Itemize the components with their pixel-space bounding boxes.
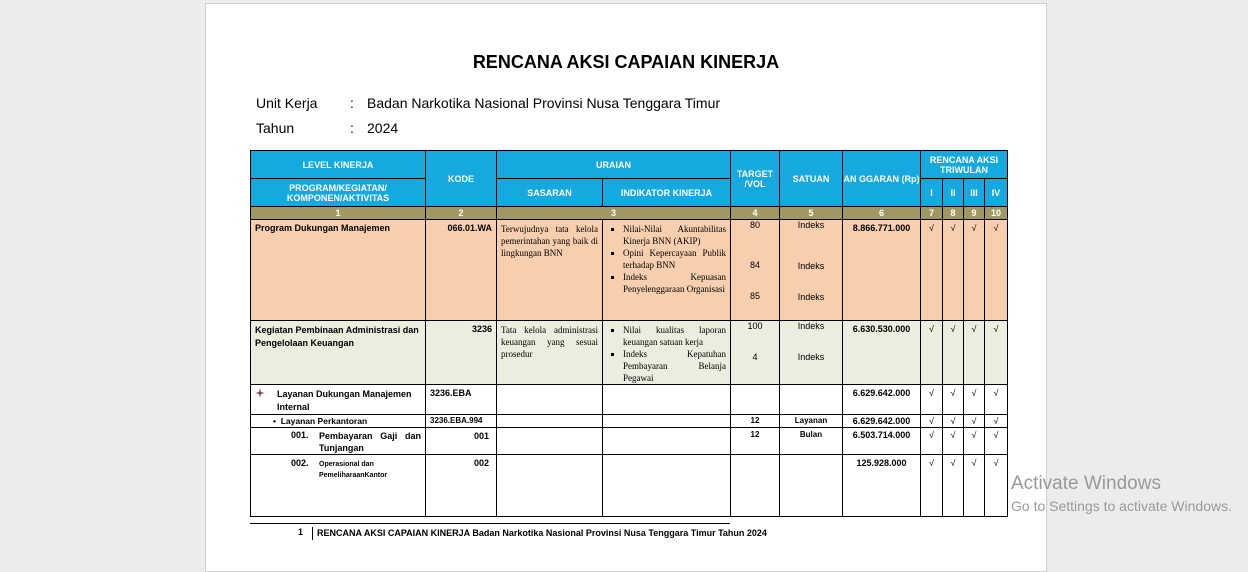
gaji-kode: 001 [426,428,497,455]
header-uraian: URAIAN [497,151,731,179]
layanan-internal-kode: 3236.EBA [426,385,497,415]
program-target [731,220,780,321]
header-kode: KODE [426,151,497,207]
gaji-name: Pembayaran Gaji dan Tunjangan [319,431,421,453]
check-mark: √ [985,455,1008,517]
tahun-colon: : [350,120,354,136]
check-mark: √ [921,428,943,455]
check-mark: √ [921,455,943,517]
header-q3: III [964,179,985,207]
check-mark: √ [985,385,1008,415]
header-sasaran: SASARAN [497,179,603,207]
check-mark: √ [964,321,985,385]
check-mark: √ [921,220,943,321]
column-number: 10 [985,207,1008,220]
kegiatan-sasaran: Tata kelola administrasi keuangan yang sesuai prosedur [497,321,603,385]
operasional-kode: 002 [426,455,497,517]
four-point-star-icon [255,388,265,398]
table-row-gaji [251,428,1008,455]
check-mark: √ [985,415,1008,428]
column-number: 6 [843,207,921,220]
program-anggaran: 8.866.771.000 [843,220,921,321]
perkantoran-target: 12 [731,415,780,428]
check-mark: √ [964,415,985,428]
operasional-name: Operasional dan PemeliharaanKantor [319,461,388,479]
satuan-value: Indeks [797,261,825,271]
target-value: 4 [752,352,758,362]
check-mark: √ [964,385,985,415]
indikator-item: ▪ Nilai-Nilai Akuntabilitas Kinerja BNN (AKIP) [623,223,726,247]
program-kode: 066.01.WA [426,220,497,321]
satuan-value: Indeks [797,321,825,331]
column-number: 5 [780,207,843,220]
table-row-operasional [251,455,1008,517]
unit-kerja-colon: : [350,95,354,111]
rencana-aksi-table [250,150,1008,517]
indikator-item: ▪ Indeks Kepatuhan Pembayaran Belanja Pegawai [623,348,726,384]
program-name: Program Dukungan Manajemen [251,220,426,321]
activate-windows-subtitle: Go to Settings to activate Windows. [1011,498,1232,514]
target-value: 100 [747,321,763,331]
program-satuan [780,220,843,321]
check-mark: √ [964,220,985,321]
page-footer [250,523,767,538]
perkantoran-cell [251,415,426,428]
satuan-value: Indeks [797,292,825,302]
header-target: TARGET /VOL [731,151,780,207]
table-row-kegiatan [251,321,1008,385]
check-mark: √ [921,321,943,385]
table-row-perkantoran [251,415,1008,428]
footer-page-number: 1 [298,527,304,537]
document-page [205,3,1047,572]
header-q1: I [921,179,943,207]
table-row-program [251,220,1008,321]
header-program: PROGRAM/KEGIATAN/ KOMPONEN/AKTIVITAS [251,179,426,207]
activate-windows-title: Activate Windows [1011,473,1161,494]
check-mark: √ [985,220,1008,321]
tahun-label: Tahun [256,120,295,136]
layanan-internal-name: Layanan Dukungan Manajemen Internal [277,389,412,412]
check-mark: √ [943,455,964,517]
unit-kerja-value: Badan Narkotika Nasional Provinsi Nusa Tenggara Timur [367,95,721,111]
tahun-value: 2024 [367,120,399,136]
footer-text: RENCANA AKSI CAPAIAN KINERJA Badan Narkotika Nasional Provinsi Nusa Tenggara Timur Tahun 2024 [312,527,777,540]
column-number-row [251,207,1008,220]
layanan-internal-anggaran: 6.629.642.000 [843,385,921,415]
program-indikator [603,220,731,321]
check-mark: √ [964,428,985,455]
gaji-satuan: Bulan [780,428,843,455]
column-number: 2 [426,207,497,220]
check-mark: √ [985,321,1008,385]
header-rencana-aksi: RENCANA AKSI TRIWULAN [921,151,1008,179]
column-number: 7 [921,207,943,220]
column-number: 1 [251,207,426,220]
perkantoran-name: Layanan Perkantoran [280,416,368,426]
gaji-num: 001. [291,430,309,440]
perkantoran-anggaran: 6.629.642.000 [843,415,921,428]
unit-kerja-label: Unit Kerja [256,95,318,111]
column-number: 3 [497,207,731,220]
check-mark: √ [943,385,964,415]
operasional-cell [251,455,426,517]
satuan-value: Indeks [797,220,825,230]
kegiatan-name: Kegiatan Pembinaan Administrasi dan Pengelolaan Keuangan [251,321,426,385]
gaji-target: 12 [731,428,780,455]
column-number: 8 [943,207,964,220]
satuan-value: Indeks [797,352,825,362]
header-level-kinerja: LEVEL KINERJA [251,151,426,179]
header-indikator: INDIKATOR KINERJA [603,179,731,207]
header-satuan: SATUAN [780,151,843,207]
target-value: 80 [749,220,760,230]
document-title: RENCANA AKSI CAPAIAN KINERJA [472,52,780,72]
gaji-cell [251,428,426,455]
header-q4: IV [985,179,1008,207]
check-mark: √ [964,455,985,517]
indikator-item: ▪ Opini Kepercayaan Publik terhadap BNN [623,247,726,271]
check-mark: √ [943,415,964,428]
header-q2: II [943,179,964,207]
layanan-internal-cell [251,385,426,415]
kegiatan-satuan [780,321,843,385]
program-sasaran: Terwujudnya tata kelola pemerintahan yang baik di lingkungan BNN [497,220,603,321]
table-row-layanan-internal [251,385,1008,415]
column-number: 4 [731,207,780,220]
perkantoran-satuan: Layanan [780,415,843,428]
check-mark: √ [943,321,964,385]
check-mark: √ [943,220,964,321]
check-mark: √ [921,385,943,415]
operasional-anggaran: 125.928.000 [843,455,921,517]
operasional-num: 002. [291,458,309,468]
column-number: 9 [964,207,985,220]
indikator-item: ▪ Indeks Kepuasan Penyelenggaraan Organisasi [623,271,726,295]
check-mark: √ [943,428,964,455]
check-mark: √ [921,415,943,428]
kegiatan-indikator [603,321,731,385]
kegiatan-kode: 3236 [426,321,497,385]
perkantoran-kode: 3236.EBA.994 [426,415,497,428]
header-anggaran: AN GGARAN (Rp) [843,151,921,207]
gaji-anggaran: 6.503.714.000 [843,428,921,455]
indikator-item: ▪ Nilai kualitas laporan keuangan satuan kerja [623,324,726,348]
bullet-icon: • [273,416,281,426]
check-mark: √ [985,428,1008,455]
target-value: 85 [749,291,760,301]
kegiatan-anggaran: 6.630.530.000 [843,321,921,385]
target-value: 84 [749,260,760,270]
kegiatan-target [731,321,780,385]
